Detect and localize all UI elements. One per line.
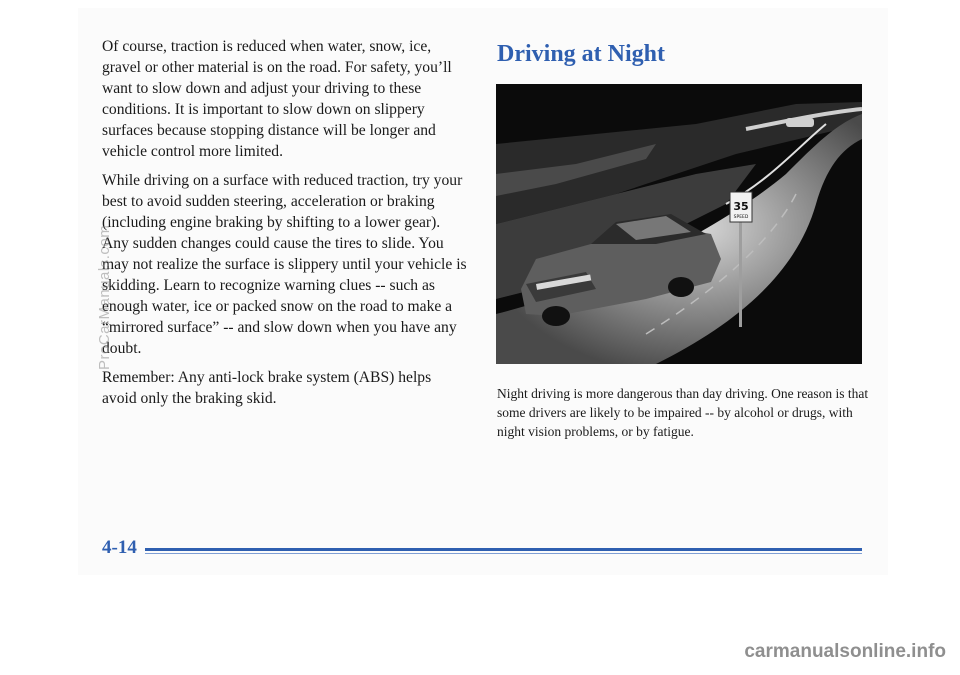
watermark-vertical: ProCarManuals.com (96, 224, 113, 370)
page-number: 4-14 (102, 537, 137, 558)
watermark-bottom: carmanualsonline.info (744, 641, 946, 662)
left-column (102, 36, 468, 417)
paragraph-reduced-traction: While driving on a surface with reduced traction, try your best to avoid sudden steering, acceleration or braking (including engine braking by shifting to a lower gear). Any sudden changes could cause the tires to slide. You may not realize the surface is slippery until your vehicle is skidding. Learn to recognize warning clues -- such as enough water, ice or packed snow on the road to make a “mirrored surface” -- and slow down when you have any doubt. (102, 172, 467, 357)
speed-sign-label: SPEED (733, 215, 749, 220)
paragraph-abs: Remember: Any anti-lock brake system (ABS) helps avoid only the braking skid. (102, 369, 432, 407)
oncoming-car (786, 118, 814, 127)
speed-sign-number: 35 (733, 200, 749, 213)
footer-rule (145, 548, 862, 551)
footer-rule-secondary (145, 553, 862, 554)
illustration-svg (496, 84, 862, 364)
night-driving-illustration (496, 84, 862, 364)
section-heading: Driving at Night (497, 41, 665, 67)
sign-post (739, 217, 742, 327)
paragraph-traction: Of course, traction is reduced when water, snow, ice, gravel or other material is on the road. For safety, you’ll want to slow down and adjust your driving to these conditions. It is important to slow down on slippery surfaces because stopping distance will be longer and vehicle control more limited. (102, 38, 452, 160)
figure-caption: Night driving is more dangerous than day driving. One reason is that some drivers are likely to be impaired -- by alcohol or drugs, with night vision problems, or by fatigue. (497, 386, 869, 439)
